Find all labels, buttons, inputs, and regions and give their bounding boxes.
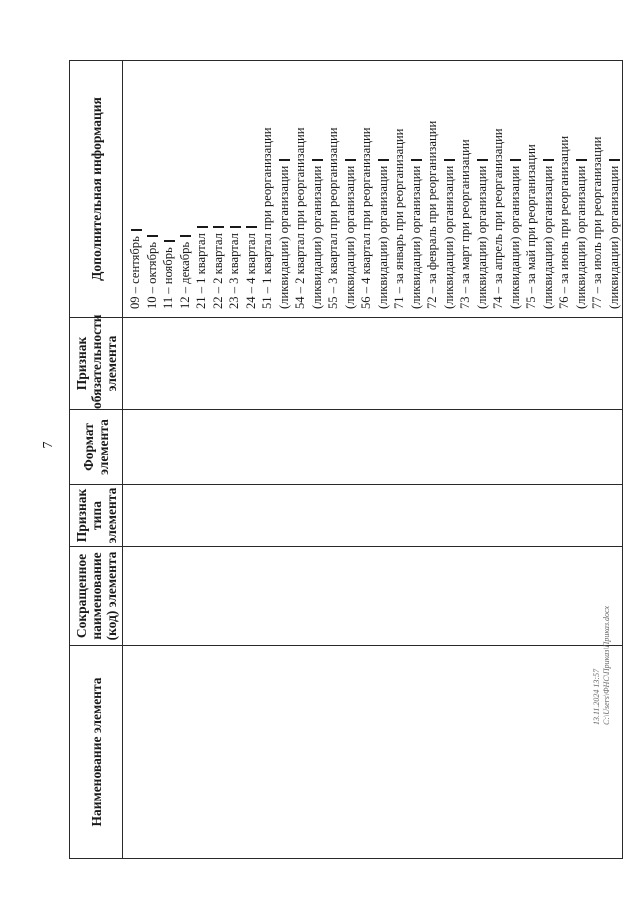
- tick-mark: [131, 229, 142, 231]
- info-line: 74 – за апрель при реорганизации: [491, 128, 505, 309]
- tick-mark: [477, 159, 488, 161]
- info-line: (ликвидации) организации: [573, 67, 590, 309]
- info-line: 24 – 4 квартал: [243, 67, 260, 309]
- table-row: [123, 61, 623, 859]
- footer-timestamp: 13.11.2024 13:57: [592, 668, 601, 725]
- tick-mark: [164, 240, 175, 242]
- info-line: 73 – за март при реорганизации: [458, 139, 472, 309]
- info-line: (ликвидации) организации: [441, 67, 458, 309]
- info-line: 77 – за июль при реорганизации: [590, 136, 604, 309]
- header-row: [70, 61, 123, 859]
- info-line: 09 – сентябрь: [127, 67, 144, 309]
- tick-mark: [197, 226, 208, 228]
- info-line: (ликвидации) организации: [507, 67, 524, 309]
- header-name: Наименование элемента: [70, 646, 123, 859]
- cell-type: [123, 485, 623, 547]
- info-line: (ликвидации) организации: [309, 67, 326, 309]
- tick-mark: [213, 226, 224, 228]
- info-line: 71 – за январь при реорганизации: [392, 128, 406, 309]
- tick-mark: [411, 159, 422, 161]
- info-line: 55 – 3 квартал при реорганизации: [326, 127, 340, 309]
- tick-mark: [444, 159, 455, 161]
- info-line: (ликвидации) организации: [606, 67, 623, 309]
- info-line: 23 – 3 квартал: [226, 67, 243, 309]
- info-line: 22 – 2 квартал: [210, 67, 227, 309]
- tick-mark: [345, 159, 356, 161]
- header-required: Признак обязательности элемента: [70, 318, 123, 410]
- elements-table: [69, 60, 623, 859]
- info-line: 21 – 1 квартал: [193, 67, 210, 309]
- header-info: Дополнительная информация: [70, 61, 123, 318]
- tick-mark: [180, 235, 191, 237]
- info-line: 76 – за июнь при реорганизации: [557, 135, 571, 309]
- info-line: (ликвидации) организации: [276, 67, 293, 309]
- info-line: 72 – за февраль при реорганизации: [425, 120, 439, 309]
- info-line: (ликвидации) организации: [408, 67, 425, 309]
- info-line: (ликвидации) организации: [342, 67, 359, 309]
- info-line: (ликвидации) организации: [474, 67, 491, 309]
- tick-mark: [147, 235, 158, 237]
- tick-mark: [543, 159, 554, 161]
- info-line: 54 – 2 квартал при реорганизации: [293, 127, 307, 309]
- header-type: Признак типа элемента: [70, 485, 123, 547]
- footer-path: С:\Users\ФНС\Приказ\Приказ.docx: [602, 605, 611, 725]
- info-line: 51 – 1 квартал при реорганизации: [260, 127, 274, 309]
- info-line: (ликвидации) организации: [375, 67, 392, 309]
- info-line: 75 – за май при реорганизации: [524, 144, 538, 309]
- footer-stamp: [592, 606, 612, 725]
- page-number: 7: [41, 441, 56, 449]
- info-line: 56 – 4 квартал при реорганизации: [359, 127, 373, 309]
- tick-mark: [576, 159, 587, 161]
- cell-required: [123, 318, 623, 410]
- tick-mark: [378, 159, 389, 161]
- info-line: 10 – октябрь: [144, 67, 161, 309]
- info-line: (ликвидации) организации: [540, 67, 557, 309]
- tick-mark: [312, 159, 323, 161]
- tick-mark: [510, 159, 521, 161]
- cell-format: [123, 410, 623, 485]
- tick-mark: [279, 159, 290, 161]
- header-code: Сокращенное наименование (код) элемента: [70, 547, 123, 646]
- tick-mark: [246, 226, 257, 228]
- info-line: 12 – декабрь: [177, 67, 194, 309]
- tick-mark: [230, 226, 241, 228]
- cell-name: [123, 646, 623, 859]
- tick-mark: [609, 159, 620, 161]
- header-format: Формат элемента: [70, 410, 123, 485]
- cell-info: [123, 61, 623, 318]
- info-line: 11 – ноябрь: [160, 67, 177, 309]
- cell-code: [123, 547, 623, 646]
